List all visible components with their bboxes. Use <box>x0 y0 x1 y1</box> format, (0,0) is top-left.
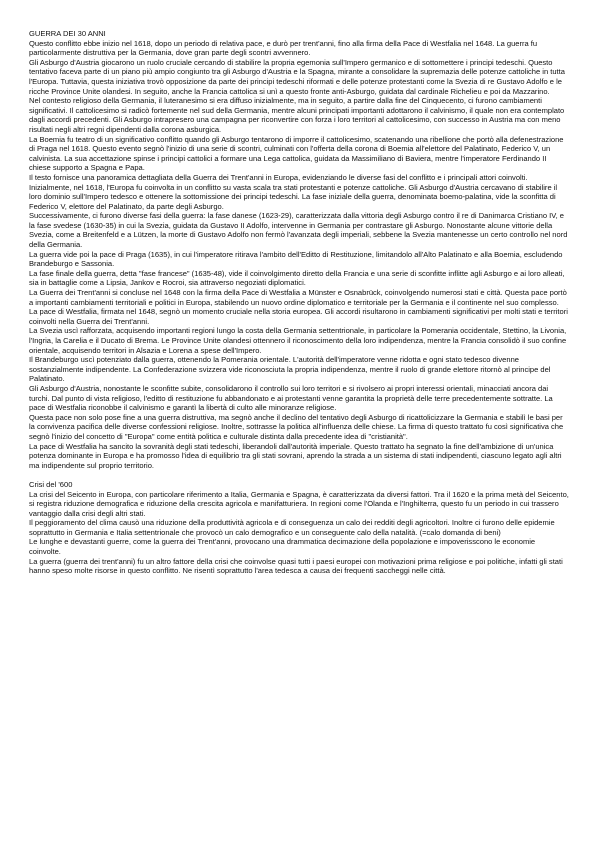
paragraph: Successivamente, ci furono diverse fasi della guerra: la fase danese (1623-29), caratterizzata dalla vittoria degli Asburgo contro il re di Danimarca Cristiano IV, e la fase svedese (1630-35) in cui la Svezia, guidata da Gustavo II Adolfo, intervenne in Germania per contrastare gli Asburgo. Nonostante alcune vittorie della Svezia, come a Breitenfeld e a Lützen, la morte di Gustavo Adolfo non fermò l'avanzata degli imperiali, sebbene la Svezia mantenesse un certo controllo nel nord della Germania. <box>29 211 568 250</box>
paragraph: Gli Asburgo d'Austria giocarono un ruolo cruciale cercando di stabilire la propria egemonia sull'Impero germanico e di sottomettere i principi tedeschi. Questo tentativo faceva parte di un piano più ampio congiunto tra gli Asburgo d'Austria e la Spagna, mirante a consolidare la supremazia delle potenze cattoliche in tutta l'Europa. Tuttavia, questa iniziativa trovò opposizione da parte dei principi tedeschi riformati e delle potenze protestanti come la Svezia di re Gustavo Adolfo e le ricche Province Unite olandesi. In seguito, anche la Francia cattolica si unì a questo fronte anti-Asburgo, guidata dal cardinale Richelieu e poi da Mazzarino. <box>29 57 565 96</box>
paragraph: Questo conflitto ebbe inizio nel 1618, dopo un periodo di relativa pace, e durò per trent'anni, fino alla firma della Pace di Westfalia nel 1648. La guerra fu particolarmente distruttiva per la Germania, dove gran parte degli scontri avvennero. <box>29 38 538 58</box>
paragraph: La guerra (guerra dei trent'anni) fu un altro fattore della crisi che coinvolse quasi tutti i paesi europei con motivazioni prima religiose e poi politiche, infatti gli stati hanno speso molte risorse in questo conflitto. Ne risentì soprattutto l'area tedesca a causa dei frequenti saccheggi nelle città. <box>29 556 563 576</box>
paragraph: Il peggioramento del clima causò una riduzione della produttività agricola e di conseguenza un calo dei redditi degli agricoltori. Inoltre ci furono delle epidemie soprattutto in Germania e Italia settentrionale che provocò un calo demografico e un conseguente calo della natalità. (=calo domanda di beni) <box>29 518 555 537</box>
paragraph: La crisi del Seicento in Europa, con particolare riferimento a Italia, Germania e Spagna, è caratterizzata da diversi fattori. Tra il 1620 e la prima metà del Seicento, si registra riduzione demografica e riduzione della crescita agricola e manifatturiera. In regioni come l'Olanda e l'Inghilterra, questo fu un periodo in cui trassero vantaggio dalla crisi degli altri stati. <box>29 489 569 518</box>
section-title-crisis-600: Crisi del '600 <box>29 479 73 489</box>
paragraph: La Svezia uscì rafforzata, acquisendo importanti regioni lungo la costa della Germania settentrionale, in particolare la Pomerania occidentale, Stettino, la Livonia, l'Ingria, la Carelia e il Ducato di Brema. Le Province Unite olandesi ottennero il riconoscimento della loro indipendenza, mentre la Francia consolidò il suo confine orientale, acquisendo territori in Alsazia e Lorena a spese dell'Impero. <box>29 326 567 355</box>
paragraph: Questa pace non solo pose fine a una guerra distruttiva, ma segnò anche il declino del tentativo degli Asburgo di ricattolicizzare la Germania e stabilì le basi per la convivenza pacifica delle diverse confessioni religiose. Inoltre, sottrasse la politica all'influenza delle chiese. La firma di questo trattato fu così significativa che segnò l'inizio del concetto di "Europa" come entità politica e culturale distinta dalla precedente idea di "cristianità". <box>29 412 564 441</box>
paragraph: Inizialmente, nel 1618, l'Europa fu coinvolta in un conflitto su vasta scala tra stati protestanti e potenze cattoliche. Gli Asburgo d'Austria cercavano di stabilire il loro dominio sull'Impero tedesco e ottenere la sottomissione dei principi tedeschi. La fase iniziale della guerra, denominata boemo-palatina, vide la sconfitta di Federico V, elettore del Palatinato, da parte degli Asburgo. <box>29 182 558 211</box>
paragraph: La Boemia fu teatro di un significativo conflitto quando gli Asburgo tentarono di imporre il cattolicesimo, scatenando una ribellione che portò alla defenestrazione di Praga nel 1618. Questo evento segnò l'inizio di una serie di scontri, culminati con l'offerta della corona di Boemia all'elettore del Palatinato, Federico V, un calvinista. La sua accettazione spinse i principi cattolici a formare una Lega cattolica, guidata da Massimiliano di Baviera, mentre l'imperatore Ferdinando II chiese supporto a Spagna e Papa. <box>29 134 564 173</box>
paragraph: Nel contesto religioso della Germania, il luteranesimo si era diffuso inizialmente, ma in seguito, a partire dalla fine del Cinquecento, ci furono cambiamenti significativi. Il cattolicesimo si radicò fortemente nel sud della Germania, mentre alcuni principati importanti adottarono il calvinismo, il quale non era contemplato dagli accordi precedenti. Gli Asburgo intrapresero una campagna per riconvertire con forza i loro territori al cattolicesimo, con successo in Austria ma con meno risultati negli altri regni dipendenti dalla corona asburgica. <box>29 96 565 134</box>
paragraph: Il testo fornisce una panoramica dettagliata della Guerra dei Trent'anni in Europa, evidenziando le diverse fasi del conflitto e i principali attori coinvolti. <box>29 172 528 182</box>
paragraph: La pace di Westfalia ha sancito la sovranità degli stati tedeschi, liberandoli dall'autorità imperiale. Questo trattato ha segnato la fine dell'ambizione di un'unica potenza dominante in Europa e ha promosso l'idea di equilibrio tra gli stati sovrani, aprendo la strada a un sistema di stati indipendenti, ciascuno legato agli altri ma indipendente sul proprio territorio. <box>29 441 562 470</box>
paragraph: Gli Asburgo d'Austria, nonostante le sconfitte subite, consolidarono il controllo sui loro territori e si rivolsero ai propri interessi orientali, minacciati ancora dai turchi. Dal punto di vista religioso, l'editto di restituzione fu abbandonato e ai protestanti venne garantita la proprietà delle terre precedentemente sottratte. La pace di Westfalia riconobbe il calvinismo e garantì la libertà di culto alle minoranze religiose. <box>29 383 553 413</box>
paragraph: La pace di Westfalia, firmata nel 1648, segnò un momento cruciale nella storia europea. Gli accordi risultarono in cambiamenti significativi per molti stati e territori coinvolti nella Guerra dei Trent'anni. <box>29 307 568 326</box>
paragraph: La guerra vide poi la pace di Praga (1635), in cui l'imperatore ritirava l'ambito dell'Editto di Restituzione, limitandolo all'Alto Palatinato e alla Boemia, escludendo Brandeburgo e Sassonia. <box>29 249 563 269</box>
document-page <box>29 29 569 576</box>
paragraph: Il Brandeburgo uscì potenziato dalla guerra, ottenendo la Pomerania orientale. L'autorità dell'imperatore venne ridotta e ogni stato tedesco divenne sostanzialmente indipendente. La Confederazione svizzera vide riconosciuta la propria indipendenza, mentre il ruolo di grande elettore ritornò al principe del Palatinato. <box>29 355 551 384</box>
section-title-thirty-years-war: GUERRA DEI 30 ANNI <box>29 29 106 38</box>
paragraph: Le lunghe e devastanti guerre, come la guerra dei Trent'anni, provocano una drammatica decimazione della popolazione e impoverisscono le economie coinvolte. <box>29 537 536 557</box>
paragraph: La Guerra dei Trent'anni si concluse nel 1648 con la firma della Pace di Westfalia a Münster e Osnabrück, coinvolgendo numerosi stati e città. Questa pace portò a importanti cambiamenti territoriali e politici in Europa, stabilendo un nuovo ordine diplomatico e territoriale per la Germania e il continente nel suo complesso. <box>29 288 567 307</box>
section-spacer <box>29 470 569 480</box>
paragraph: La fase finale della guerra, detta "fase francese" (1635-48), vide il coinvolgimento diretto della Francia e una serie di sconfitte inflitte agli Asburgo e ai loro alleati, sia in battaglie come a Lipsia, Jankov e Rocroi, sia attraverso negoziati diplomatici. <box>29 268 565 288</box>
